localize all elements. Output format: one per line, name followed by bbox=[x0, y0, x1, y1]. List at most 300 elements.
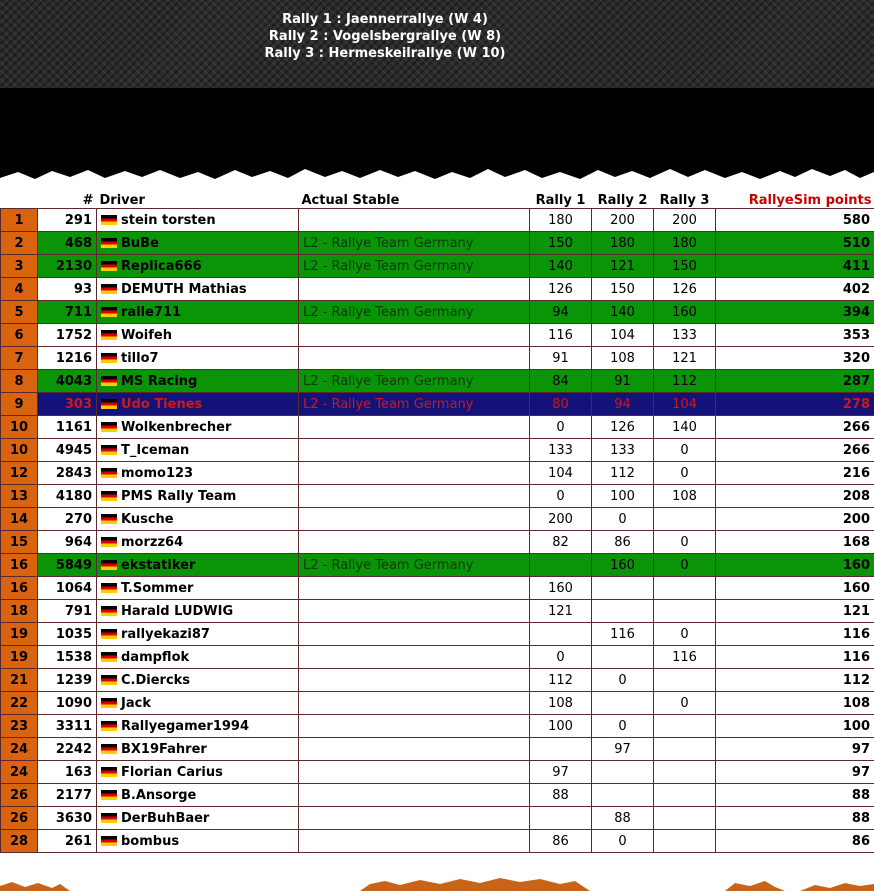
table-row bbox=[1, 830, 874, 853]
rally-3-cell bbox=[654, 577, 716, 600]
license-number-cell: 303 bbox=[38, 393, 97, 416]
points-cell: 278 bbox=[716, 393, 874, 416]
rally-2-cell: 112 bbox=[592, 462, 654, 485]
points-cell: 86 bbox=[716, 830, 874, 853]
driver-name: ekstatiker bbox=[121, 557, 196, 573]
table-row bbox=[1, 554, 874, 577]
stable-cell bbox=[299, 416, 530, 439]
rally-3-cell: 112 bbox=[654, 370, 716, 393]
license-number-cell: 791 bbox=[38, 600, 97, 623]
license-number-cell: 711 bbox=[38, 301, 97, 324]
germany-flag-icon bbox=[101, 376, 117, 386]
rally-2-cell: 0 bbox=[592, 508, 654, 531]
table-body bbox=[1, 209, 874, 853]
table-row bbox=[1, 485, 874, 508]
stable-cell bbox=[299, 531, 530, 554]
rally-1-cell: 140 bbox=[530, 255, 592, 278]
rally-2-cell bbox=[592, 577, 654, 600]
rally-3-cell bbox=[654, 830, 716, 853]
points-cell: 160 bbox=[716, 577, 874, 600]
table-row bbox=[1, 255, 874, 278]
points-cell: 108 bbox=[716, 692, 874, 715]
rally-1-cell: 88 bbox=[530, 784, 592, 807]
points-cell: 287 bbox=[716, 370, 874, 393]
rally-2-cell: 0 bbox=[592, 715, 654, 738]
table-row bbox=[1, 646, 874, 669]
license-number-cell: 261 bbox=[38, 830, 97, 853]
driver-cell bbox=[97, 761, 299, 784]
license-number-cell: 1239 bbox=[38, 669, 97, 692]
stable-cell bbox=[299, 669, 530, 692]
license-number-cell: 964 bbox=[38, 531, 97, 554]
rally-2-cell: 86 bbox=[592, 531, 654, 554]
rally-3-cell bbox=[654, 508, 716, 531]
rally-1-cell: 150 bbox=[530, 232, 592, 255]
driver-cell bbox=[97, 324, 299, 347]
germany-flag-icon bbox=[101, 836, 117, 846]
col-rally-2: Rally 2 bbox=[592, 190, 654, 209]
driver-name: Rallyegamer1994 bbox=[121, 718, 250, 734]
rally-1-cell: 104 bbox=[530, 462, 592, 485]
stable-cell: L2 - Rallye Team Germany bbox=[299, 370, 530, 393]
license-number-cell: 270 bbox=[38, 508, 97, 531]
table-row bbox=[1, 531, 874, 554]
germany-flag-icon bbox=[101, 330, 117, 340]
driver-cell bbox=[97, 439, 299, 462]
license-number-cell: 468 bbox=[38, 232, 97, 255]
license-number-cell: 2242 bbox=[38, 738, 97, 761]
points-cell: 116 bbox=[716, 623, 874, 646]
rally-3-cell: 180 bbox=[654, 232, 716, 255]
rally-2-cell bbox=[592, 761, 654, 784]
position-cell: 3 bbox=[1, 255, 38, 278]
rally-2-cell bbox=[592, 600, 654, 623]
driver-name: tillo7 bbox=[121, 350, 159, 366]
license-number-cell: 5849 bbox=[38, 554, 97, 577]
rally-2-cell: 150 bbox=[592, 278, 654, 301]
points-cell: 320 bbox=[716, 347, 874, 370]
driver-name: Udo Tienes bbox=[121, 396, 203, 412]
position-cell: 14 bbox=[1, 508, 38, 531]
rally-2-cell: 133 bbox=[592, 439, 654, 462]
col-rally-1: Rally 1 bbox=[530, 190, 592, 209]
rally-2-cell: 108 bbox=[592, 347, 654, 370]
rally-1-cell: 160 bbox=[530, 577, 592, 600]
driver-cell bbox=[97, 485, 299, 508]
position-cell: 24 bbox=[1, 761, 38, 784]
position-cell: 9 bbox=[1, 393, 38, 416]
driver-name: bombus bbox=[121, 833, 180, 849]
rally-1-cell: 97 bbox=[530, 761, 592, 784]
driver-name: Florian Carius bbox=[121, 764, 223, 780]
col-points: RallyeSim points bbox=[716, 190, 874, 209]
rally-1-cell bbox=[530, 623, 592, 646]
stable-cell bbox=[299, 761, 530, 784]
driver-cell bbox=[97, 508, 299, 531]
driver-cell bbox=[97, 301, 299, 324]
standings-table bbox=[0, 190, 874, 853]
torn-paper-edge bbox=[0, 150, 874, 190]
rally-3-cell: 0 bbox=[654, 692, 716, 715]
points-cell: 112 bbox=[716, 669, 874, 692]
driver-name: T.Sommer bbox=[121, 580, 194, 596]
germany-flag-icon bbox=[101, 514, 117, 524]
rally-1-cell: 0 bbox=[530, 416, 592, 439]
rally-2-cell bbox=[592, 646, 654, 669]
rally-3-cell: 126 bbox=[654, 278, 716, 301]
driver-cell bbox=[97, 692, 299, 715]
rally-2-cell bbox=[592, 692, 654, 715]
driver-name: morzz64 bbox=[121, 534, 184, 550]
germany-flag-icon bbox=[101, 721, 117, 731]
rally-1-cell: 126 bbox=[530, 278, 592, 301]
driver-cell bbox=[97, 807, 299, 830]
rally-1-cell: 116 bbox=[530, 324, 592, 347]
position-cell: 15 bbox=[1, 531, 38, 554]
rally-3-cell: 116 bbox=[654, 646, 716, 669]
germany-flag-icon bbox=[101, 422, 117, 432]
points-cell: 266 bbox=[716, 439, 874, 462]
license-number-cell: 1216 bbox=[38, 347, 97, 370]
points-cell: 402 bbox=[716, 278, 874, 301]
driver-cell bbox=[97, 738, 299, 761]
stable-cell bbox=[299, 830, 530, 853]
position-cell: 18 bbox=[1, 600, 38, 623]
position-cell: 5 bbox=[1, 301, 38, 324]
position-cell: 22 bbox=[1, 692, 38, 715]
position-cell: 8 bbox=[1, 370, 38, 393]
driver-cell bbox=[97, 830, 299, 853]
germany-flag-icon bbox=[101, 307, 117, 317]
col-number: # bbox=[38, 190, 97, 209]
rally-1-cell: 80 bbox=[530, 393, 592, 416]
driver-cell bbox=[97, 600, 299, 623]
driver-name: momo123 bbox=[121, 465, 194, 481]
driver-cell bbox=[97, 577, 299, 600]
points-cell: 411 bbox=[716, 255, 874, 278]
driver-cell bbox=[97, 209, 299, 232]
driver-name: BuBe bbox=[121, 235, 159, 251]
license-number-cell: 1090 bbox=[38, 692, 97, 715]
stable-cell bbox=[299, 462, 530, 485]
stable-cell bbox=[299, 623, 530, 646]
stable-cell bbox=[299, 347, 530, 370]
position-cell: 19 bbox=[1, 623, 38, 646]
rally-2-cell: 94 bbox=[592, 393, 654, 416]
rally-3-cell: 0 bbox=[654, 439, 716, 462]
points-cell: 97 bbox=[716, 738, 874, 761]
germany-flag-icon bbox=[101, 284, 117, 294]
points-cell: 353 bbox=[716, 324, 874, 347]
driver-name: DerBuhBaer bbox=[121, 810, 210, 826]
germany-flag-icon bbox=[101, 583, 117, 593]
rally-3-cell: 0 bbox=[654, 531, 716, 554]
rally-title-1: Rally 1 : Jaennerrallye (W 4) bbox=[282, 12, 488, 27]
license-number-cell: 4180 bbox=[38, 485, 97, 508]
stable-cell: L2 - Rallye Team Germany bbox=[299, 255, 530, 278]
rally-1-cell: 112 bbox=[530, 669, 592, 692]
germany-flag-icon bbox=[101, 606, 117, 616]
table-row bbox=[1, 692, 874, 715]
points-cell: 88 bbox=[716, 784, 874, 807]
license-number-cell: 2843 bbox=[38, 462, 97, 485]
position-cell: 10 bbox=[1, 439, 38, 462]
rally-3-cell: 160 bbox=[654, 301, 716, 324]
table-row bbox=[1, 738, 874, 761]
col-rally-3: Rally 3 bbox=[654, 190, 716, 209]
rally-1-cell: 121 bbox=[530, 600, 592, 623]
germany-flag-icon bbox=[101, 767, 117, 777]
table-row bbox=[1, 784, 874, 807]
rally-2-cell: 126 bbox=[592, 416, 654, 439]
table-row bbox=[1, 807, 874, 830]
driver-name: Jack bbox=[121, 695, 151, 711]
driver-cell bbox=[97, 416, 299, 439]
germany-flag-icon bbox=[101, 744, 117, 754]
rally-2-cell: 88 bbox=[592, 807, 654, 830]
rally-1-cell: 84 bbox=[530, 370, 592, 393]
stable-cell bbox=[299, 508, 530, 531]
stable-cell: L2 - Rallye Team Germany bbox=[299, 301, 530, 324]
position-cell: 10 bbox=[1, 416, 38, 439]
rally-2-cell: 116 bbox=[592, 623, 654, 646]
driver-cell bbox=[97, 255, 299, 278]
rally-2-cell: 160 bbox=[592, 554, 654, 577]
table-row bbox=[1, 669, 874, 692]
position-cell: 6 bbox=[1, 324, 38, 347]
license-number-cell: 1538 bbox=[38, 646, 97, 669]
driver-name: BX19Fahrer bbox=[121, 741, 207, 757]
rally-2-cell: 100 bbox=[592, 485, 654, 508]
rally-title-3: Rally 3 : Hermeskeilrallye (W 10) bbox=[264, 46, 506, 61]
driver-cell bbox=[97, 715, 299, 738]
driver-name: B.Ansorge bbox=[121, 787, 197, 803]
license-number-cell: 291 bbox=[38, 209, 97, 232]
rally-3-cell: 0 bbox=[654, 462, 716, 485]
table-row bbox=[1, 600, 874, 623]
points-cell: 168 bbox=[716, 531, 874, 554]
points-cell: 88 bbox=[716, 807, 874, 830]
stable-cell: L2 - Rallye Team Germany bbox=[299, 393, 530, 416]
driver-cell bbox=[97, 784, 299, 807]
germany-flag-icon bbox=[101, 445, 117, 455]
rally-3-cell: 0 bbox=[654, 623, 716, 646]
driver-name: Kusche bbox=[121, 511, 174, 527]
table-header-row bbox=[1, 190, 874, 209]
table-row bbox=[1, 324, 874, 347]
rally-2-cell: 140 bbox=[592, 301, 654, 324]
position-cell: 21 bbox=[1, 669, 38, 692]
table-row bbox=[1, 301, 874, 324]
driver-cell bbox=[97, 347, 299, 370]
driver-name: dampflok bbox=[121, 649, 190, 665]
position-cell: 16 bbox=[1, 577, 38, 600]
points-cell: 208 bbox=[716, 485, 874, 508]
rally-1-cell bbox=[530, 738, 592, 761]
license-number-cell: 2177 bbox=[38, 784, 97, 807]
rally-3-cell: 140 bbox=[654, 416, 716, 439]
driver-name: T_Iceman bbox=[121, 442, 190, 458]
stable-cell: L2 - Rallye Team Germany bbox=[299, 232, 530, 255]
germany-flag-icon bbox=[101, 698, 117, 708]
germany-flag-icon bbox=[101, 468, 117, 478]
driver-name: Wolkenbrecher bbox=[121, 419, 232, 435]
table-row bbox=[1, 508, 874, 531]
position-cell: 16 bbox=[1, 554, 38, 577]
stable-cell bbox=[299, 715, 530, 738]
points-cell: 266 bbox=[716, 416, 874, 439]
germany-flag-icon bbox=[101, 238, 117, 248]
rally-1-cell: 0 bbox=[530, 646, 592, 669]
rally-3-cell: 200 bbox=[654, 209, 716, 232]
rally-title-2: Rally 2 : Vogelsbergrallye (W 8) bbox=[268, 29, 502, 44]
stable-cell bbox=[299, 439, 530, 462]
license-number-cell: 93 bbox=[38, 278, 97, 301]
points-cell: 200 bbox=[716, 508, 874, 531]
driver-cell bbox=[97, 669, 299, 692]
driver-name: PMS Rally Team bbox=[121, 488, 237, 504]
rally-2-cell: 0 bbox=[592, 830, 654, 853]
position-cell: 2 bbox=[1, 232, 38, 255]
driver-name: Woifeh bbox=[121, 327, 172, 343]
license-number-cell: 1035 bbox=[38, 623, 97, 646]
rally-1-cell: 94 bbox=[530, 301, 592, 324]
driver-name: C.Diercks bbox=[121, 672, 191, 688]
table-row bbox=[1, 439, 874, 462]
germany-flag-icon bbox=[101, 813, 117, 823]
stable-cell bbox=[299, 692, 530, 715]
license-number-cell: 3311 bbox=[38, 715, 97, 738]
table-row bbox=[1, 577, 874, 600]
rally-3-cell: 0 bbox=[654, 554, 716, 577]
position-cell: 7 bbox=[1, 347, 38, 370]
position-cell: 19 bbox=[1, 646, 38, 669]
rally-3-cell bbox=[654, 738, 716, 761]
rally-1-cell: 100 bbox=[530, 715, 592, 738]
driver-cell bbox=[97, 393, 299, 416]
driver-cell bbox=[97, 370, 299, 393]
license-number-cell: 163 bbox=[38, 761, 97, 784]
stable-cell bbox=[299, 784, 530, 807]
driver-cell bbox=[97, 554, 299, 577]
points-cell: 100 bbox=[716, 715, 874, 738]
license-number-cell: 1161 bbox=[38, 416, 97, 439]
col-stable: Actual Stable bbox=[299, 190, 530, 209]
rally-3-cell: 121 bbox=[654, 347, 716, 370]
license-number-cell: 1064 bbox=[38, 577, 97, 600]
table-row bbox=[1, 278, 874, 301]
position-cell: 23 bbox=[1, 715, 38, 738]
driver-cell bbox=[97, 232, 299, 255]
rally-1-cell: 180 bbox=[530, 209, 592, 232]
germany-flag-icon bbox=[101, 261, 117, 271]
driver-name: stein torsten bbox=[121, 212, 216, 228]
germany-flag-icon bbox=[101, 790, 117, 800]
driver-name: ralle711 bbox=[121, 304, 182, 320]
driver-name: MS Racing bbox=[121, 373, 198, 389]
rally-3-cell: 150 bbox=[654, 255, 716, 278]
germany-flag-icon bbox=[101, 215, 117, 225]
table-row bbox=[1, 370, 874, 393]
driver-name: Replica666 bbox=[121, 258, 202, 274]
points-cell: 121 bbox=[716, 600, 874, 623]
license-number-cell: 1752 bbox=[38, 324, 97, 347]
germany-flag-icon bbox=[101, 652, 117, 662]
rally-3-cell: 108 bbox=[654, 485, 716, 508]
rally-3-cell: 133 bbox=[654, 324, 716, 347]
rally-1-cell: 86 bbox=[530, 830, 592, 853]
driver-cell bbox=[97, 462, 299, 485]
rally-3-cell bbox=[654, 600, 716, 623]
rally-1-cell bbox=[530, 554, 592, 577]
rally-1-cell: 82 bbox=[530, 531, 592, 554]
license-number-cell: 4945 bbox=[38, 439, 97, 462]
rally-3-cell bbox=[654, 669, 716, 692]
position-cell: 12 bbox=[1, 462, 38, 485]
table-row bbox=[1, 416, 874, 439]
points-cell: 97 bbox=[716, 761, 874, 784]
germany-flag-icon bbox=[101, 560, 117, 570]
rally-3-cell bbox=[654, 807, 716, 830]
stable-cell bbox=[299, 807, 530, 830]
rally-2-cell bbox=[592, 784, 654, 807]
bottom-torn-edge bbox=[0, 872, 874, 891]
position-cell: 26 bbox=[1, 807, 38, 830]
points-cell: 160 bbox=[716, 554, 874, 577]
germany-flag-icon bbox=[101, 537, 117, 547]
rally-1-cell: 200 bbox=[530, 508, 592, 531]
rally-3-cell bbox=[654, 715, 716, 738]
rally-1-cell: 91 bbox=[530, 347, 592, 370]
driver-cell bbox=[97, 646, 299, 669]
table-row bbox=[1, 209, 874, 232]
rally-2-cell: 0 bbox=[592, 669, 654, 692]
rally-2-cell: 200 bbox=[592, 209, 654, 232]
stable-cell bbox=[299, 577, 530, 600]
stable-cell: L2 - Rallye Team Germany bbox=[299, 554, 530, 577]
table-row bbox=[1, 623, 874, 646]
stable-cell bbox=[299, 278, 530, 301]
position-cell: 24 bbox=[1, 738, 38, 761]
standings-table-wrapper bbox=[0, 190, 874, 853]
rally-1-cell: 108 bbox=[530, 692, 592, 715]
points-cell: 510 bbox=[716, 232, 874, 255]
driver-name: DEMUTH Mathias bbox=[121, 281, 247, 297]
rally-2-cell: 104 bbox=[592, 324, 654, 347]
stable-cell bbox=[299, 600, 530, 623]
rally-3-cell bbox=[654, 784, 716, 807]
stable-cell bbox=[299, 738, 530, 761]
stable-cell bbox=[299, 209, 530, 232]
rally-1-cell: 133 bbox=[530, 439, 592, 462]
driver-cell bbox=[97, 278, 299, 301]
position-cell: 1 bbox=[1, 209, 38, 232]
table-row bbox=[1, 232, 874, 255]
rally-2-cell: 121 bbox=[592, 255, 654, 278]
position-cell: 28 bbox=[1, 830, 38, 853]
stable-cell bbox=[299, 646, 530, 669]
rally-1-cell bbox=[530, 807, 592, 830]
rally-2-cell: 180 bbox=[592, 232, 654, 255]
table-row bbox=[1, 715, 874, 738]
germany-flag-icon bbox=[101, 675, 117, 685]
driver-cell bbox=[97, 623, 299, 646]
stable-cell bbox=[299, 485, 530, 508]
col-position bbox=[1, 190, 38, 209]
license-number-cell: 3630 bbox=[38, 807, 97, 830]
license-number-cell: 4043 bbox=[38, 370, 97, 393]
germany-flag-icon bbox=[101, 399, 117, 409]
